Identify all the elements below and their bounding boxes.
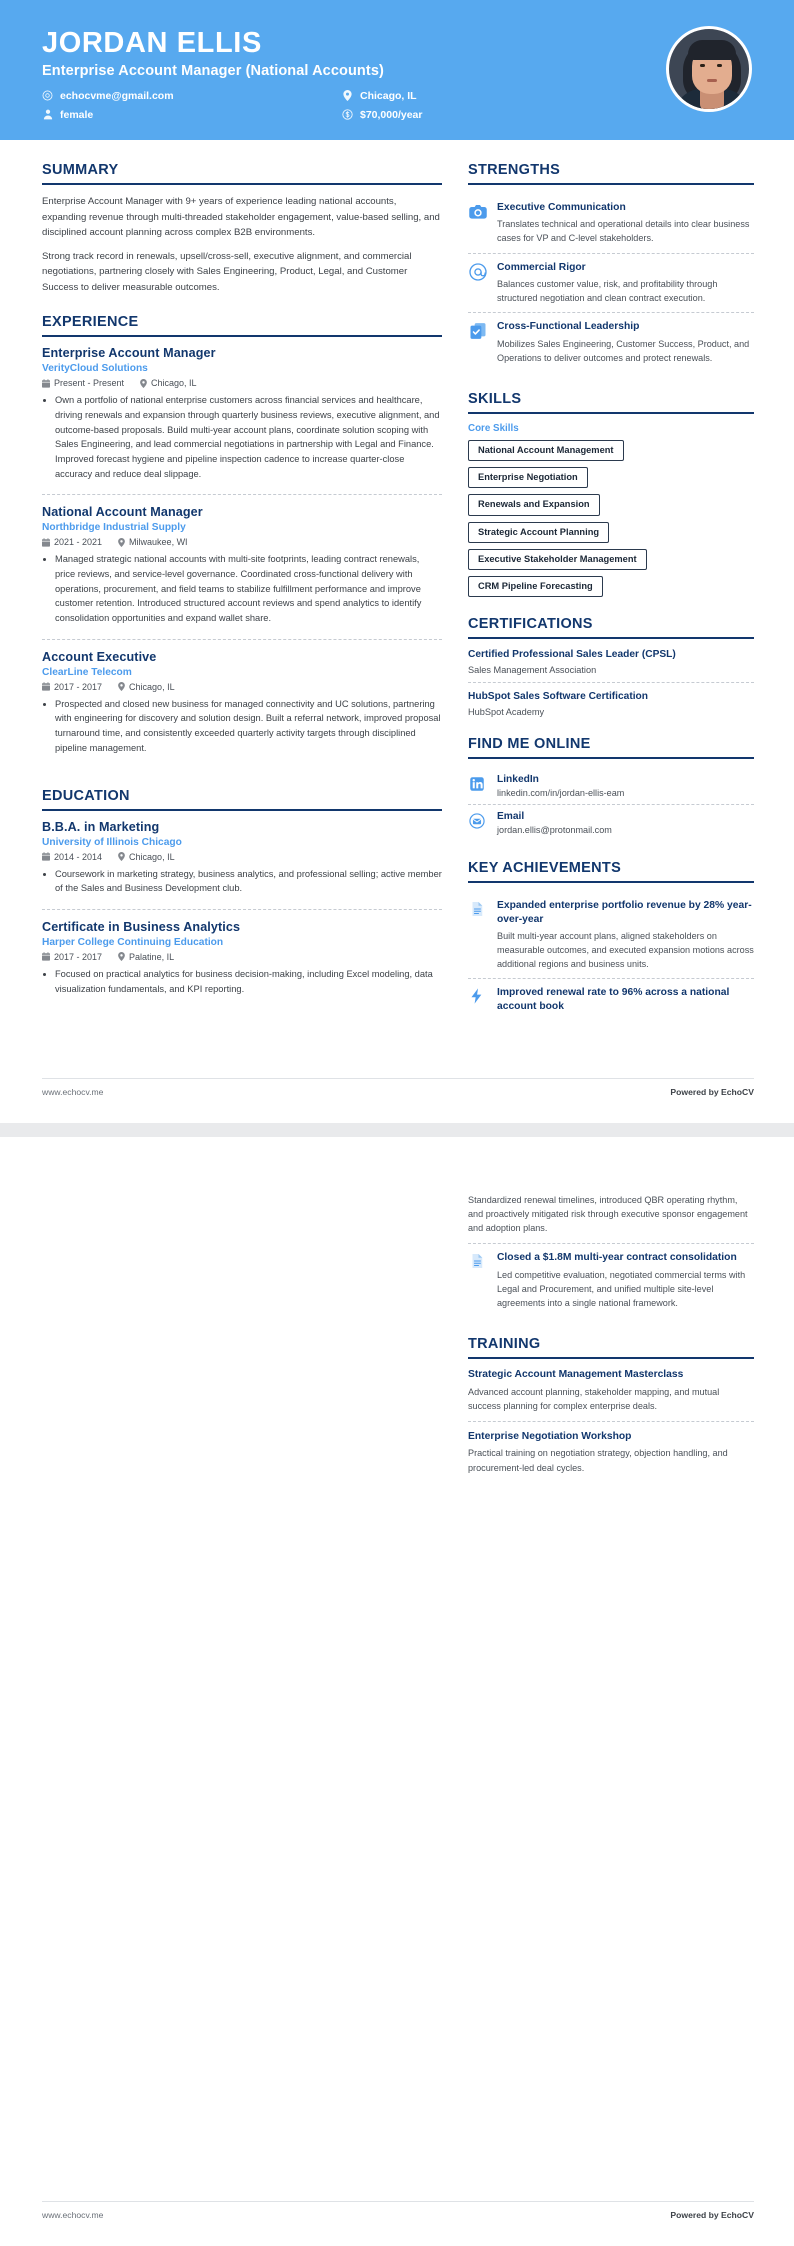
skills-group-label: Core Skills	[468, 422, 519, 434]
section-summary	[42, 162, 442, 295]
skill-chip: National Account Management	[468, 440, 624, 461]
bullet-item: • Own a portfolio of national enterprise customers across financial services and healthcare, driving renewals and expansion through quarterly business reviews, executive alignment, and outcome-based proposals. Build multi-year account plans, coordinate solution scoping with Sales Engineering, and lead commercial negotiations in partnership with Legal and Finance. Improved forecast hygiene and pipeline inspection cadence to increase quarter-close accuracy and reduce deal slippage.	[55, 393, 442, 481]
section-certifications	[468, 616, 754, 717]
entry-meta	[42, 952, 442, 962]
online-label: Email	[497, 811, 525, 822]
resume-body-page2	[0, 1137, 794, 1494]
salary-icon	[342, 109, 353, 120]
bullet-item: • Prospected and closed new business for managed connectivity and UC solutions, partnering with engineering for discovery and solution design. Built a referral network, improved proposal turnaround time, and consistently exceeded quarterly activity targets through disciplined pipeline management.	[55, 697, 442, 756]
entry-degree: B.B.A. in Marketing	[42, 819, 160, 834]
key-achievements-heading: KEY ACHIEVEMENTS	[468, 860, 754, 883]
page-footer	[42, 1078, 754, 1097]
achievement-item	[468, 892, 754, 978]
page-separator	[0, 1123, 794, 1137]
certification-name: Certified Professional Sales Leader (CPSL)	[468, 649, 676, 661]
skill-chip-list	[468, 440, 754, 598]
calendar-icon	[42, 379, 50, 388]
training-desc: Practical training on negotiation strategy, objection handling, and procurement-led deal cycles.	[468, 1448, 728, 1473]
entry-meta	[42, 682, 442, 692]
entry-bullets	[42, 867, 442, 896]
bullet-item: • Focused on practical analytics for business decision-making, including Excel modeling, data visualization fundamentals, and KPI reporting.	[55, 967, 442, 996]
contact-salary-text: $70,000/year	[360, 108, 423, 121]
calendar-icon	[42, 852, 50, 861]
entry-location	[118, 537, 188, 547]
email-icon	[42, 90, 53, 101]
calendar-icon	[42, 538, 50, 547]
skill-chip: Executive Stakeholder Management	[468, 549, 647, 570]
entry-dates-text: 2014 - 2014	[54, 851, 103, 862]
section-experience	[42, 314, 442, 768]
entry-location-text: Milwaukee, WI	[129, 537, 188, 548]
strengths-heading: STRENGTHS	[468, 162, 754, 185]
contact-email-text: echocvme@gmail.com	[60, 89, 174, 102]
training-heading: TRAINING	[468, 1336, 754, 1359]
achievement-title: Improved renewal rate to 96% across a national account book	[497, 987, 730, 1013]
online-item-email[interactable]	[468, 804, 754, 841]
contact-location	[342, 90, 562, 102]
location-icon	[342, 90, 353, 101]
entry-dates	[42, 952, 102, 962]
entry-dates-text: 2021 - 2021	[54, 537, 103, 548]
section-skills	[468, 391, 754, 598]
entry-location	[118, 852, 175, 862]
experience-entry	[42, 639, 442, 769]
entry-location	[118, 952, 174, 962]
strength-item	[468, 253, 754, 313]
person-icon	[42, 109, 53, 120]
entry-org: ClearLine Telecom	[42, 666, 132, 678]
strength-title: Executive Communication	[497, 202, 626, 213]
location-icon	[140, 379, 147, 388]
document-icon	[468, 1252, 488, 1272]
achievement-item	[468, 978, 754, 1020]
certification-name: HubSpot Sales Software Certification	[468, 691, 649, 703]
skill-chip: CRM Pipeline Forecasting	[468, 576, 603, 597]
section-training	[468, 1336, 754, 1475]
training-name: Strategic Account Management Masterclass	[468, 1369, 684, 1381]
certification-item	[468, 682, 754, 717]
entry-role: National Account Manager	[42, 505, 203, 520]
entry-dates	[42, 537, 102, 547]
entry-role: Enterprise Account Manager	[42, 346, 216, 361]
contact-email[interactable]	[42, 90, 342, 102]
certification-org: Sales Management Association	[468, 665, 597, 676]
summary-heading: SUMMARY	[42, 162, 442, 185]
strength-title: Commercial Rigor	[497, 261, 586, 273]
entry-meta	[42, 378, 442, 388]
camera-icon	[468, 202, 488, 222]
entry-dates	[42, 852, 102, 862]
achievement-desc: Built multi-year account plans, aligned stakeholders on measurable outcomes, and executed expansion motions across additional regions and business units.	[497, 931, 754, 970]
contact-salary	[342, 109, 562, 121]
entry-location-text: Chicago, IL	[151, 378, 197, 389]
certification-item	[468, 648, 754, 675]
skill-chip: Renewals and Expansion	[468, 494, 600, 515]
page-footer	[42, 2201, 754, 2220]
entry-meta	[42, 852, 442, 862]
entry-dates	[42, 682, 102, 692]
entry-dates-text: 2017 - 2017	[54, 681, 103, 692]
clipboard-check-icon	[468, 321, 488, 341]
entry-dates	[42, 378, 124, 388]
entry-location	[118, 682, 175, 692]
certifications-heading: CERTIFICATIONS	[468, 616, 754, 639]
entry-degree: Certificate in Business Analytics	[42, 919, 241, 934]
strength-desc: Translates technical and operational details into clear business cases for VP and C-level stakeholders.	[497, 219, 750, 244]
online-item-linkedin[interactable]	[468, 768, 754, 804]
footer-powered-by: Powered by EchoCV	[670, 1087, 754, 1097]
bolt-icon	[468, 987, 488, 1007]
resume-body	[0, 140, 794, 1040]
right-column-page2	[468, 1193, 754, 1494]
entry-org: VerityCloud Solutions	[42, 363, 148, 375]
right-column	[468, 162, 754, 1040]
linkedin-icon	[468, 775, 488, 795]
at-sign-icon	[468, 262, 488, 282]
skills-heading: SKILLS	[468, 391, 754, 414]
location-icon	[118, 952, 125, 961]
candidate-job-title: Enterprise Account Manager (National Accounts)	[42, 62, 384, 79]
location-icon	[118, 852, 125, 861]
summary-paragraph: Enterprise Account Manager with 9+ years of experience leading national accounts, expanding revenue through multi-threaded stakeholder engagement, value-based selling, and disciplined account planning across complex B2B environments.	[42, 196, 440, 239]
strength-item	[468, 194, 754, 253]
summary-paragraph: Strong track record in renewals, upsell/cross-sell, executive alignment, and commercial negotiations, partnering closely with Sales Engineering, Product, Legal, and Customer Success to deliver measurable outcomes.	[42, 250, 412, 293]
entry-location-text: Palatine, IL	[129, 951, 175, 962]
achievement-title: Closed a $1.8M multi-year contract consolidation	[497, 1252, 737, 1264]
find-me-online-heading: FIND ME ONLINE	[468, 736, 754, 759]
calendar-icon	[42, 682, 50, 691]
entry-bullets	[42, 552, 442, 625]
online-value[interactable]: linkedin.com/in/jordan-ellis-eam	[497, 788, 625, 798]
achievement-desc: Led competitive evaluation, negotiated commercial terms with Legal and Procurement, and unified multiple site-level agreements into a single national framework.	[497, 1269, 746, 1309]
strength-title: Cross-Functional Leadership	[497, 321, 640, 333]
entry-bullets	[42, 393, 442, 481]
skill-chip: Strategic Account Planning	[468, 522, 609, 543]
entry-location-text: Chicago, IL	[129, 681, 175, 692]
contact-location-text: Chicago, IL	[360, 89, 417, 102]
left-column	[42, 162, 442, 1028]
footer-powered-by: Powered by EchoCV	[670, 2210, 754, 2220]
achievement-desc-continued: Standardized renewal timelines, introduced QBR operating rhythm, and proactively mitigated risk through executive sponsor engagement and adoption plans.	[468, 1195, 748, 1234]
experience-entry	[42, 346, 442, 494]
section-key-achievements-continued	[468, 1193, 754, 1317]
contact-gender-text: female	[60, 108, 94, 121]
experience-entry	[42, 494, 442, 638]
training-item	[468, 1421, 754, 1475]
section-education	[42, 788, 442, 1010]
experience-heading: EXPERIENCE	[42, 314, 442, 337]
bullet-item: • Coursework in marketing strategy, business analytics, and professional selling; active member of the Sales and Business Development club.	[55, 867, 442, 896]
location-icon	[118, 682, 125, 691]
resume-header	[0, 0, 794, 140]
training-desc: Advanced account planning, stakeholder mapping, and mutual success planning for complex enterprise deals.	[468, 1386, 720, 1411]
training-item	[468, 1368, 754, 1413]
section-find-me-online	[468, 736, 754, 841]
education-entry	[42, 909, 442, 1009]
section-key-achievements	[468, 860, 754, 1021]
strength-item	[468, 312, 754, 372]
footer-website[interactable]: www.echocv.me	[42, 1087, 104, 1097]
entry-location-text: Chicago, IL	[129, 851, 175, 862]
education-heading: EDUCATION	[42, 788, 442, 811]
skill-chip: Enterprise Negotiation	[468, 467, 588, 488]
education-entry	[42, 820, 442, 909]
achievement-title: Expanded enterprise portfolio revenue by 28% year-over-year	[497, 900, 752, 925]
entry-bullets	[42, 697, 442, 756]
entry-bullets	[42, 967, 442, 996]
candidate-name: JORDAN ELLIS	[42, 27, 262, 59]
achievement-item	[468, 1243, 754, 1317]
contact-grid	[42, 90, 562, 121]
entry-school: University of Illinois Chicago	[42, 836, 182, 848]
document-icon	[468, 900, 488, 920]
entry-dates-text: Present - Present	[54, 378, 125, 389]
strength-desc: Mobilizes Sales Engineering, Customer Success, Product, and Operations to deliver outcomes and protect renewals.	[497, 338, 750, 363]
location-icon	[118, 538, 125, 547]
online-value[interactable]: jordan.ellis@protonmail.com	[497, 825, 612, 835]
entry-org: Northbridge Industrial Supply	[42, 522, 186, 534]
section-strengths	[468, 162, 754, 372]
entry-dates-text: 2017 - 2017	[54, 951, 103, 962]
entry-school: Harper College Continuing Education	[42, 936, 224, 948]
footer-website[interactable]: www.echocv.me	[42, 2210, 104, 2220]
strength-desc: Balances customer value, risk, and profitability through structured negotiation and clean contract execution.	[497, 278, 718, 304]
entry-meta	[42, 537, 442, 547]
calendar-icon	[42, 952, 50, 961]
entry-role: Account Executive	[42, 649, 157, 664]
avatar	[666, 26, 752, 112]
bullet-item: • Managed strategic national accounts with multi-site footprints, leading contract renewals, price reviews, and service-level governance. Coordinated cross-functional delivery with operations, procurement, and field teams to stabilize fulfillment performance and improve customer retention. Introduced structured account reviews and spend analytics to identify consolidation opportunities and expand wallet share.	[55, 552, 442, 625]
entry-location	[140, 378, 197, 388]
training-name: Enterprise Negotiation Workshop	[468, 1430, 632, 1442]
contact-gender	[42, 109, 342, 121]
online-label: LinkedIn	[497, 774, 539, 785]
email-badge-icon	[468, 812, 488, 832]
resume-page-2	[0, 1137, 794, 2246]
certification-org: HubSpot Academy	[468, 707, 545, 717]
